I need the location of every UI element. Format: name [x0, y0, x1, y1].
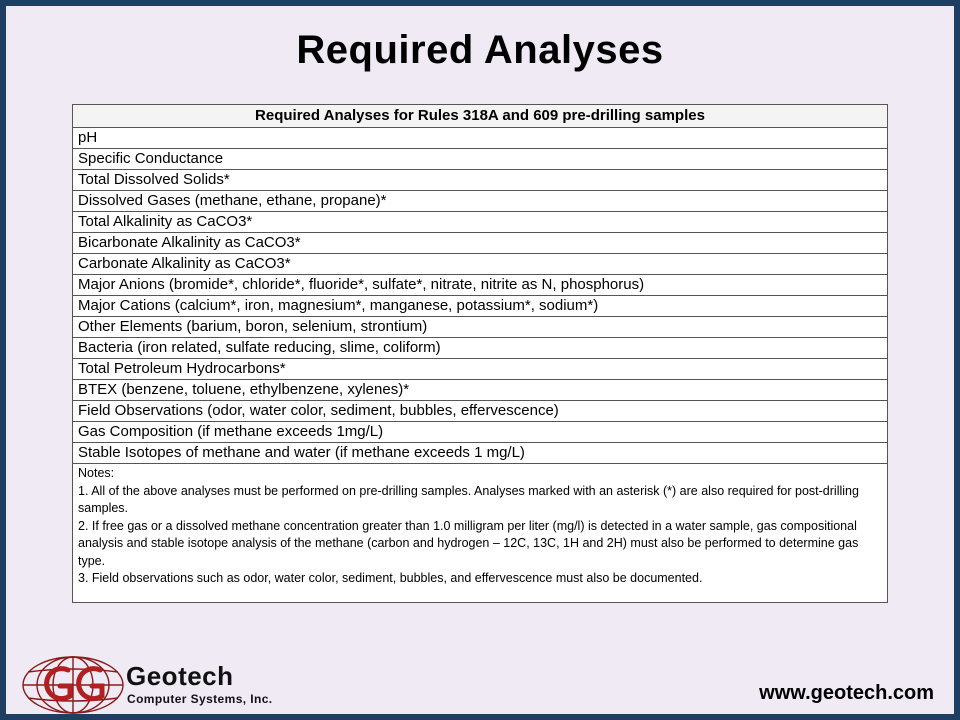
analysis-item: pH: [73, 128, 888, 149]
analysis-item: Other Elements (barium, boron, selenium, strontium): [73, 317, 888, 338]
analysis-item: Bacteria (iron related, sulfate reducing, slime, coliform): [73, 338, 888, 359]
table-row: [73, 191, 888, 212]
analysis-item: Major Anions (bromide*, chloride*, fluoride*, sulfate*, nitrate, nitrite as N, phosphorus): [73, 275, 888, 296]
website-link[interactable]: www.geotech.com: [759, 682, 934, 704]
table-row: [73, 170, 888, 191]
note-item: 3. Field observations such as odor, water color, sediment, bubbles, and effervescence must also be documented.: [78, 571, 703, 585]
analysis-item: Total Dissolved Solids*: [73, 170, 888, 191]
analysis-item: Gas Composition (if methane exceeds 1mg/L): [73, 422, 888, 443]
table-row: [73, 254, 888, 275]
table-row: [73, 212, 888, 233]
notes-heading: Notes:: [78, 466, 115, 480]
company-name: Geotech: [126, 661, 234, 691]
table-row: [73, 380, 888, 401]
table-header-row: [73, 105, 888, 128]
analysis-item: Dissolved Gases (methane, ethane, propane)*: [73, 191, 888, 212]
table-row: [73, 149, 888, 170]
table-row: [73, 401, 888, 422]
slide-title: Required Analyses: [296, 28, 664, 72]
notes-cell: [73, 464, 888, 603]
table-row: [73, 443, 888, 464]
table-row: [73, 128, 888, 149]
note-item: 1. All of the above analyses must be performed on pre-drilling samples. Analyses marked with an asterisk (*) are also required for post-drilling samples.: [78, 483, 859, 515]
table-row: [73, 338, 888, 359]
table-row: [73, 317, 888, 338]
slide: [6, 6, 954, 714]
note-item: 2. If free gas or a dissolved methane concentration greater than 1.0 milligram per liter (mg/l) is detected in a water sample, gas compositional analysis and stable isotope analysis of the methane (carbon and hydrogen – 12C, 13C, 1H and 2H) must also be performed to determine gas type.: [78, 518, 859, 568]
table-row: [73, 422, 888, 443]
table-row: [73, 359, 888, 380]
table-row: [73, 275, 888, 296]
analysis-item: Specific Conductance: [73, 149, 888, 170]
analysis-item: Carbonate Alkalinity as CaCO3*: [73, 254, 888, 275]
analysis-item: Total Alkalinity as CaCO3*: [73, 212, 888, 233]
geotech-logo-icon: [20, 654, 126, 716]
company-subtitle: Computer Systems, Inc.: [127, 692, 273, 706]
analysis-item: Total Petroleum Hydrocarbons*: [73, 359, 888, 380]
table-header: Required Analyses for Rules 318A and 609 pre-drilling samples: [73, 105, 888, 128]
table-row: [73, 296, 888, 317]
notes-row: [73, 464, 888, 603]
analysis-item: BTEX (benzene, toluene, ethylbenzene, xylenes)*: [73, 380, 888, 401]
analysis-item: Field Observations (odor, water color, sediment, bubbles, effervescence): [73, 401, 888, 422]
table-row: [73, 233, 888, 254]
analysis-item: Bicarbonate Alkalinity as CaCO3*: [73, 233, 888, 254]
analyses-table: [72, 104, 888, 603]
analysis-item: Stable Isotopes of methane and water (if methane exceeds 1 mg/L): [73, 443, 888, 464]
analysis-item: Major Cations (calcium*, iron, magnesium*, manganese, potassium*, sodium*): [73, 296, 888, 317]
